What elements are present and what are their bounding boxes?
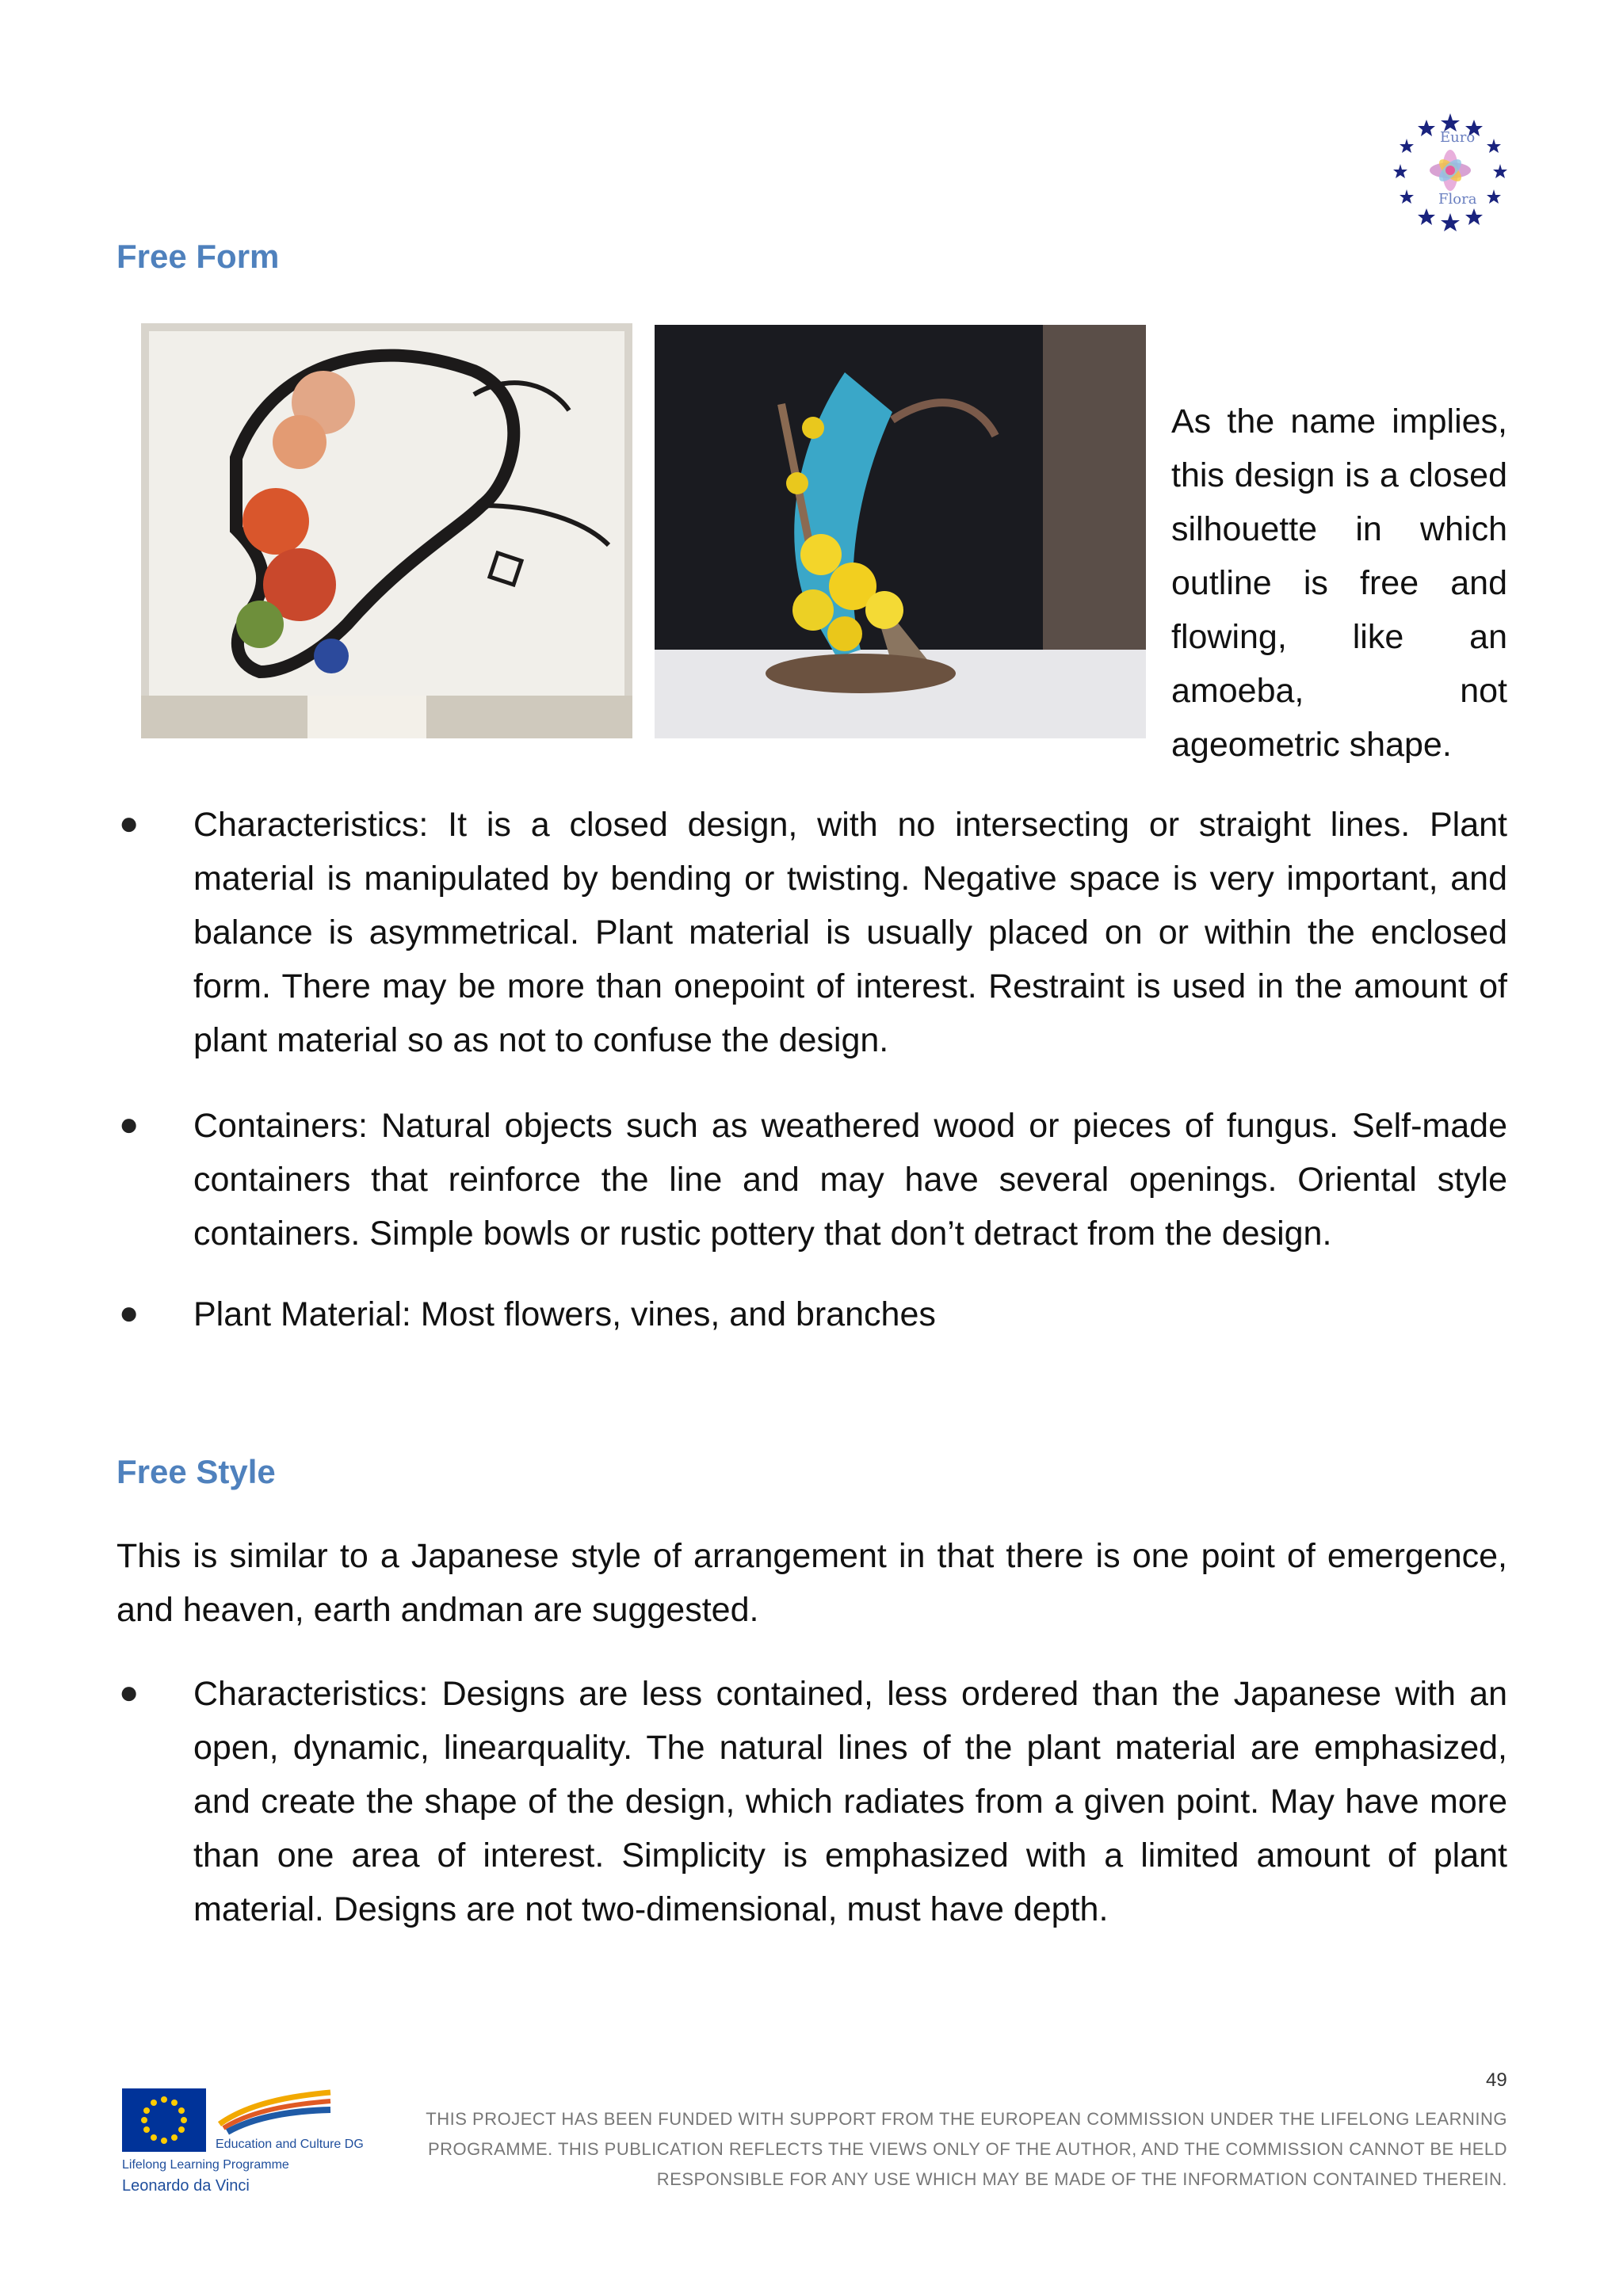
logo-text-lifelong: Lifelong Learning Programme: [122, 2158, 289, 2172]
eu-programme-logo: [119, 2084, 365, 2210]
swoosh-icon: [216, 2088, 334, 2136]
free-style-intro: This is similar to a Japanese style of arrangement in that there is one point of emergence, and heaven, earth andman are suggested.: [116, 1537, 1507, 1629]
bullet-plant-material: Plant Material: Most flowers, vines, and branches: [193, 1295, 936, 1333]
logo-text-education: Education and Culture DG: [216, 2138, 364, 2151]
disclaimer-line-3: RESPONSIBLE FOR ANY USE WHICH MAY BE MADE OF THE INFORMATION CONTAINED THEREIN.: [656, 2169, 1507, 2189]
euroflora-logo: [1383, 107, 1518, 234]
side-text-line-7: ageometric shape.: [1171, 726, 1452, 764]
funding-disclaimer: [365, 2104, 1507, 2195]
side-text-line-4: outline is free and: [1171, 564, 1507, 602]
disclaimer-line-1: THIS PROJECT HAS BEEN FUNDED WITH SUPPORT FROM THE EUROPEAN COMMISSION UNDER THE LIFELONG LEARNING: [426, 2109, 1507, 2129]
bullet-dot: ●: [119, 804, 139, 841]
side-text-line-2: this design is a closed: [1171, 456, 1507, 494]
logo-text-flora: Flora: [1438, 191, 1477, 208]
disclaimer-line-2: PROGRAMME. THIS PUBLICATION REFLECTS THE VIEWS ONLY OF THE AUTHOR, AND THE COMMISSION CANNOT BE HELD: [427, 2139, 1507, 2159]
free-form-description: [1171, 395, 1507, 772]
eu-flag-icon: [122, 2088, 206, 2152]
star-circle-icon: [1383, 107, 1518, 234]
bullet-characteristics-free-form: Characteristics: It is a closed design, with no intersecting or straight lines. Plant material is manipulated by bending or twisting. Negative space is very important, and balance is asymmetrical. Plant material is usually placed on or within the enclosed form. There may be more than onepoint of interest. Restraint is used in the amount of plant material so as not to confuse the design.: [193, 806, 1507, 1059]
bullet-dot: ●: [119, 1294, 139, 1331]
bullet-dot: ●: [119, 1105, 139, 1142]
section-title-free-form: Free Form: [116, 238, 280, 275]
side-text-line-5: flowing, like an: [1171, 618, 1507, 656]
page-number: 49: [1486, 2069, 1507, 2091]
side-text-line-3: silhouette in which: [1171, 510, 1507, 548]
section-title-free-style: Free Style: [116, 1453, 276, 1490]
photo-free-form-yellow: [655, 325, 1146, 738]
logo-text-euro: Euro: [1440, 129, 1476, 146]
logo-text-leonardo: Leonardo da Vinci: [122, 2177, 250, 2195]
bullet-characteristics-free-style: Characteristics: Designs are less contained, less ordered than the Japanese with an open, dynamic, linearquality. The natural lines of the plant material are emphasized, and create the shape of the design, which radiates from a given point. May have more than one area of interest. Simplicity is emphasized with a limited amount of plant material. Designs are not two-dimensional, must have depth.: [193, 1675, 1507, 1928]
side-text-line-6: amoeba, not: [1171, 672, 1507, 710]
bullet-dot: ●: [119, 1673, 139, 1711]
side-text-line-1: As the name implies,: [1171, 402, 1507, 441]
bullet-containers: Containers: Natural objects such as weathered wood or pieces of fungus. Self-made containers that reinforce the line and may have several openings. Oriental style containers. Simple bowls or rustic pottery that don’t detract from the design.: [193, 1107, 1507, 1253]
photo-free-form-lilies: [141, 323, 632, 738]
